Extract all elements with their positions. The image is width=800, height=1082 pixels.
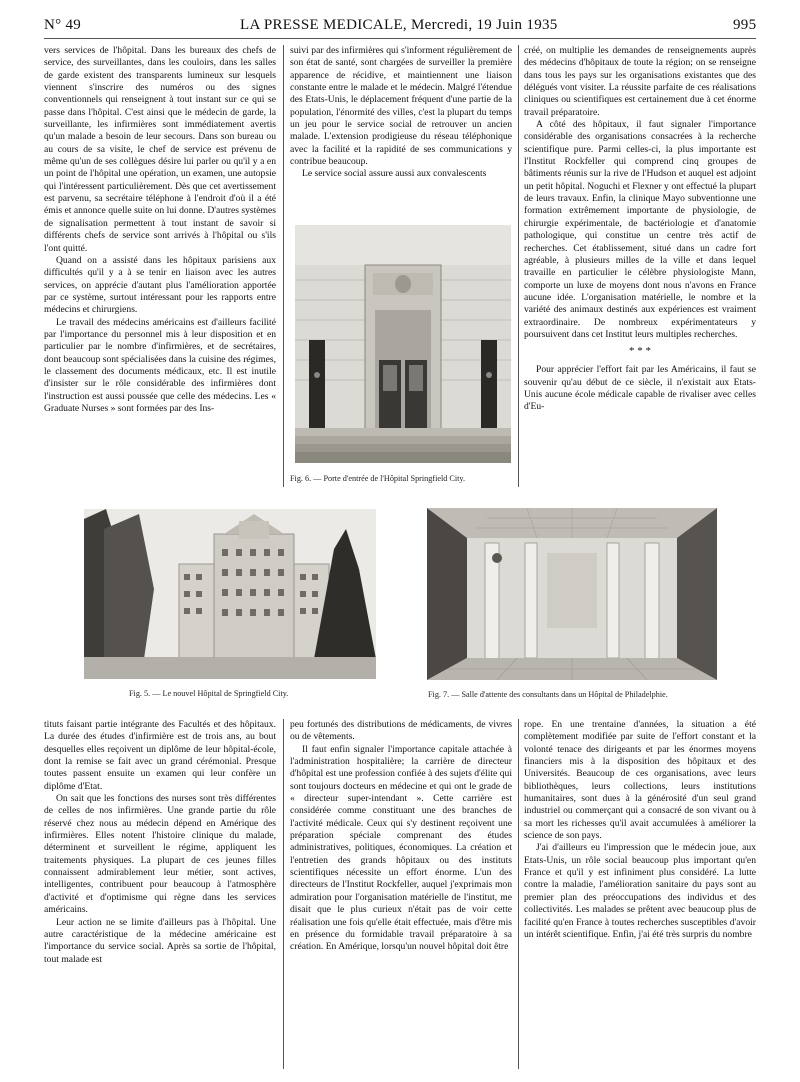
paragraph: tituts faisant partie intégrante des Facultés et des hôpitaux. La durée des études d'infirmière est de trois ans, au bout desquelles elles reçoivent un diplôme de leur hôpital-école, dont la remise se fait avec un grand cérémonial. Presque toutes passent ensuite un examen qui leur confère un diplôme d'Etat. — [44, 719, 276, 792]
entrance-door-illustration — [295, 225, 511, 463]
issue-number: N° 49 — [44, 17, 82, 33]
figure-7-photo — [427, 508, 717, 680]
column-rule — [283, 45, 284, 487]
upper-column-2 — [290, 45, 512, 215]
column-rule — [518, 719, 519, 1069]
figure-6-photo — [295, 225, 511, 463]
paragraph: peu fortunés des distributions de médicaments, de vivres ou de vêtements. — [290, 719, 512, 743]
upper-column-3 — [524, 45, 756, 495]
column-rule — [283, 719, 284, 1069]
paragraph: Quand on a assisté dans les hôpitaux parisiens aux difficultés qu'il y a à se tenir en liaison avec les autres services, on apprécie d'autant plus l'amélioration apportée par ce système, surtout intéressant pour les rapports entre médecins et chirurgiens. — [44, 254, 276, 316]
lower-column-2 — [290, 719, 512, 1071]
issue-date: Mercredi, 19 Juin 1935 — [411, 17, 558, 33]
figure-5-caption: Fig. 5. — Le nouvel Hôpital de Springfield City. — [129, 689, 289, 698]
journal-name: LA PRESSE MEDICALE, — [240, 17, 407, 33]
paragraph: On sait que les fonctions des nurses sont très différentes de celles de nos infirmières. Une grande partie du rôle réservé chez nous au médecin dépend en Amérique des infirmières. Elles notent l'histoire clinique du malade, déterminent et surveillent le régime, appliquent les traitements physiques. La plupart de ces jeunes filles connaissent admirablement leur métier, sont actives, intelligentes, contribuent pour beaucoup à l'atmosphère d'activité et d'optimisme qui règne dans les services américains. — [44, 793, 276, 916]
journal-title — [240, 17, 558, 34]
figure-6-caption: Fig. 6. — Porte d'entrée de l'Hôpital Springfield City. — [290, 474, 466, 483]
section-separator-stars: * * * — [629, 345, 651, 358]
waiting-room-illustration — [427, 508, 717, 680]
page-number: 995 — [733, 17, 757, 33]
lower-column-3 — [524, 719, 756, 1071]
paragraph: vers services de l'hôpital. Dans les bureaux des chefs de service, des surveillantes, dans les couloirs, dans les salles de garde existent des transparents lumineux sur lesquels viennent s'inscrire des numéros ou des signes conventionnels qui renseignent à tout instant sur ce qui se passe dans l'hôpital. C'est ainsi que le médecin de garde, la surveillante, les infirmières sont immédiatement avertis qu'un malade a besoin de leur secours. Dans son bureau ou au cours de sa visite, le chef de service est prévenu de même qu'un de ses collègues désire lui parler ou qu'il y a en un point de l'hôpital une opération, un examen, une autopsie qui l'intéressent particulièrement. Dès que cet avertissement est parvenu, sa secrétaire téléphone à l'endroit d'où il a été émis et annonce quelle suite on lui donne. D'autres systèmes de signalisation permettent à tout instant de savoir si différents chefs de service sont arrivés à l'hôpital ou s'ils l'ont quitté. — [44, 45, 276, 254]
paragraph: suivi par des infirmières qui s'informent régulièrement de son état de santé, sont chargées de surveiller la première apparence de récidive, et maintiennent une liaison constante entre le malade et le médecin. Malgré l'étendue des Etats-Unis, le déplacement fréquent d'une partie de la population, l'énormité des villes, c'est la plupart du temps un jeu pour le service social de retrouver un ancien malade. L'extension prodigieuse du réseau téléphonique avec la facilité et la rapidité de ses communications y contribue beaucoup. — [290, 45, 512, 168]
paragraph: Leur action ne se limite d'ailleurs pas à l'hôpital. Une autre caractéristique de la médecine américaine est l'importance du service social. Après sa sortie de l'hôpital, tout malade est — [44, 916, 276, 965]
paragraph: Pour apprécier l'effort fait par les Américains, il faut se souvenir qu'au début de ce siècle, il n'existait aux Etats-Unis aucune école médicale capable de rivaliser avec celles d'Eu- — [524, 364, 756, 413]
paragraph: Il faut enfin signaler l'importance capitale attachée à l'administration hospitalière; la carrière de directeur d'hôpital est une profession confiée à des sujets d'élite qui sont toujours docteurs en médecine et qui ont le grade de « directeur super-intendant ». Cette carrière est considérée comme constituant une des branches de l'activité médicale. Ceux qui s'y destinent reçoivent une préparation spéciale comprenant des études administratives, politiques, économiques. La création et l'entretien des grands hôpitaux ou des instituts scientifiques nécessite un effort énorme. L'un des directeurs de l'Institut Rockfeller, auquel j'exprimais mon admiration pour l'organisation matérielle de l'institut, me disait que le plus curieux n'était pas de voir cette réalisation une fois qu'elle était effectuée, mais d'être mis en présence du formidable travail préparatoire à sa création. En Amérique, lorsqu'un nouvel hôpital doit être — [290, 743, 512, 953]
paragraph: Le service social assure aussi aux convalescents — [302, 168, 487, 180]
header-rule — [44, 38, 756, 39]
paragraph: Le travail des médecins américains est d'ailleurs facilité par l'importance du personnel mis à leur disposition et en particulier par le nombre d'infirmières, et de secrétaires, dont beaucoup sont spécialisées dans la cuisine des régimes, le classement des documents médicaux, etc. Il est inutile d'insister sur le rôle considérable des infirmières dont l'instruction est aussi poussée que celle des médecins. Les « Graduate Nurses » sont formées par des Ins- — [44, 316, 276, 414]
paragraph: J'ai d'ailleurs eu l'impression que le médecin joue, aux Etats-Unis, un rôle social beaucoup plus important qu'en France et qu'il y est infiniment plus considéré. La lutte contre la maladie, l'amélioration sanitaire du pays sont au premier plan des préoccupations des individus et des collectivités. Les malades se prêtent avec beaucoup plus de facilité qu'en France à toutes recherches susceptibles d'avoir un intérêt scientifique. Enfin, j'ai été très surpris du nombre — [524, 842, 756, 940]
column-rule — [518, 45, 519, 487]
figure-5-photo — [84, 509, 376, 679]
paragraph: A côté des hôpitaux, il faut signaler l'importance considérable des organisations consacrées à la recherche scientifique pure. Parmi celles-ci, la plus importante est l'Institut Rockfeller qui comprend cinq groupes de bâtiments réunis sur la rive de l'Hudson et auquel est adjoint un petit hôpital. Noguchi et Flexner y ont effectué la plupart de leurs travaux. Enfin, la clinique Mayo subventionne une formation extrêmement importante de physiologie, de chirurgie expérimentale, de bactériologie et d'anatomie pathologique, qui constitue un centre très actif de recherches. Cet établissement, situé dans un cadre fort agréable, à plusieurs milles de la ville et dans lequel travaille en particulier le célèbre physiologiste Mann, comporte un luxe de moyens dont nous n'avons en France aucune idée. L'organisation matérielle, le nombre et la variété des animaux destinés aux expériences est vraiment extraordinaire. De nombreux expérimentateurs y poursuivent dans cet Institut leurs multiples recherches. — [524, 119, 756, 340]
figure-7-caption: Fig. 7. — Salle d'attente des consultants dans un Hôpital de Philadelphie. — [428, 690, 668, 699]
paragraph: rope. En une trentaine d'années, la situation a été complètement modifiée par suite de l'effort constant et la volonté tenace des dirigeants et par les énormes moyens financiers mis à la disposition des hôpitaux et des Universités. Beaucoup de ces organisations, avec leurs bibliothèques, leurs collections, leurs institutions humanitaires, sont dues à la générosité d'un seul grand industriel ou commerçant qui a consacré de son vivant ou à sa mort les richesses qu'il avait accumulées à améliorer la science de son pays. — [524, 719, 756, 842]
upper-column-1 — [44, 45, 276, 495]
paragraph: créé, on multiplie les demandes de renseignements auprès des médecins d'hôpitaux de toute la région; on se renseigne dans tous les pays sur les organisations existantes que des délégués vont visiter. La réussite parfaite de ces réalisations cliniques ou scientifiques est certainement due à cet énorme travail préparatoire. — [524, 45, 756, 118]
hospital-building-illustration — [84, 509, 376, 679]
lower-column-1 — [44, 719, 276, 1071]
